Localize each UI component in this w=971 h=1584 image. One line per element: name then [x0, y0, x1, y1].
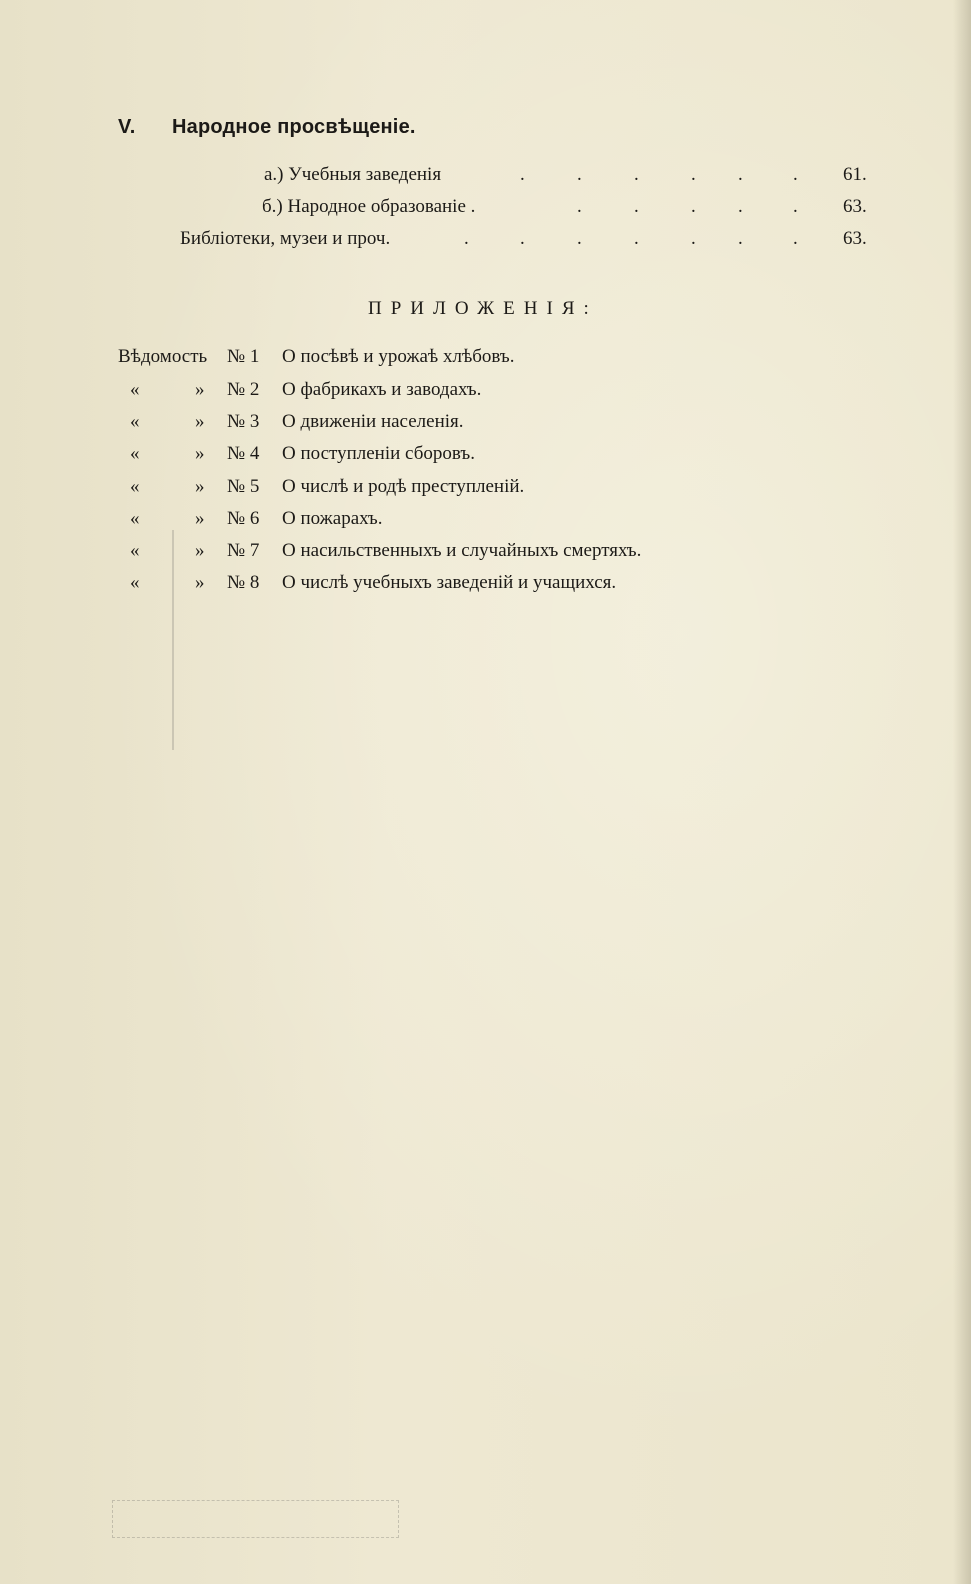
appendix-description: О фабрикахъ и заводахъ. — [282, 379, 482, 400]
ditto-mark: « — [130, 411, 140, 432]
ditto-mark: » — [195, 540, 205, 561]
ditto-mark: » — [195, 411, 205, 432]
toc-label: б.) Народное образованіе . — [262, 196, 476, 217]
toc-row: б.) Народное образованіе . . . . . . 63. — [262, 196, 867, 217]
appendix-item — [0, 346, 971, 372]
appendix-description: О посѣвѣ и урожаѣ хлѣбовъ. — [282, 346, 515, 367]
appendix-description: О пожарахъ. — [282, 508, 383, 529]
appendix-description: О движеніи населенія. — [282, 411, 464, 432]
appendix-number: № 1 — [227, 346, 260, 367]
appendix-number: № 5 — [227, 476, 260, 497]
appendix-heading: ПРИЛОЖЕНІЯ: — [368, 298, 598, 319]
toc-page-number: 61. — [843, 164, 867, 185]
toc-label: Библіотеки, музеи и проч. — [180, 228, 391, 249]
appendix-description: О поступленіи сборовъ. — [282, 443, 475, 464]
appendix-number: № 7 — [227, 540, 260, 561]
appendix-item — [0, 508, 971, 534]
appendix-item — [0, 476, 971, 502]
toc-row: а.) Учебныя заведенія . . . . . . 61. — [264, 164, 867, 185]
appendix-number: № 3 — [227, 411, 260, 432]
toc-page-number: 63. — [843, 196, 867, 217]
appendix-number: № 2 — [227, 379, 260, 400]
ditto-mark: « — [130, 379, 140, 400]
appendix-description: О числѣ учебныхъ заведеній и учащихся. — [282, 572, 617, 593]
section-number: V. — [118, 116, 136, 138]
appendix-item — [0, 411, 971, 437]
ditto-mark: « — [130, 572, 140, 593]
appendix-number: № 8 — [227, 572, 260, 593]
section-title — [118, 116, 416, 139]
appendix-item — [0, 379, 971, 405]
appendix-number: № 4 — [227, 443, 260, 464]
ditto-mark: « — [130, 476, 140, 497]
toc-label: а.) Учебныя заведенія — [264, 164, 442, 185]
ditto-mark: « — [130, 540, 140, 561]
ditto-mark: » — [195, 508, 205, 529]
appendix-description: О насильственныхъ и случайныхъ смертяхъ. — [282, 540, 642, 561]
ditto-mark: » — [195, 476, 205, 497]
appendix-item — [0, 540, 971, 566]
ditto-mark: « — [130, 443, 140, 464]
ditto-mark: » — [195, 443, 205, 464]
appendix-number: № 6 — [227, 508, 260, 529]
appendix-item — [0, 572, 971, 598]
faint-library-label — [112, 1500, 399, 1538]
appendix-description: О числѣ и родѣ преступленій. — [282, 476, 525, 497]
ditto-mark: » — [195, 379, 205, 400]
section-title-text: Народное просвѣщеніе. — [172, 116, 416, 138]
toc-page-number: 63. — [843, 228, 867, 249]
ditto-mark: « — [130, 508, 140, 529]
ditto-mark: » — [195, 572, 205, 593]
appendix-lead: Вѣдомость — [118, 346, 208, 367]
appendix-item — [0, 443, 971, 469]
toc-row: Библіотеки, музеи и проч. . . . . . . . 63. — [180, 228, 867, 249]
